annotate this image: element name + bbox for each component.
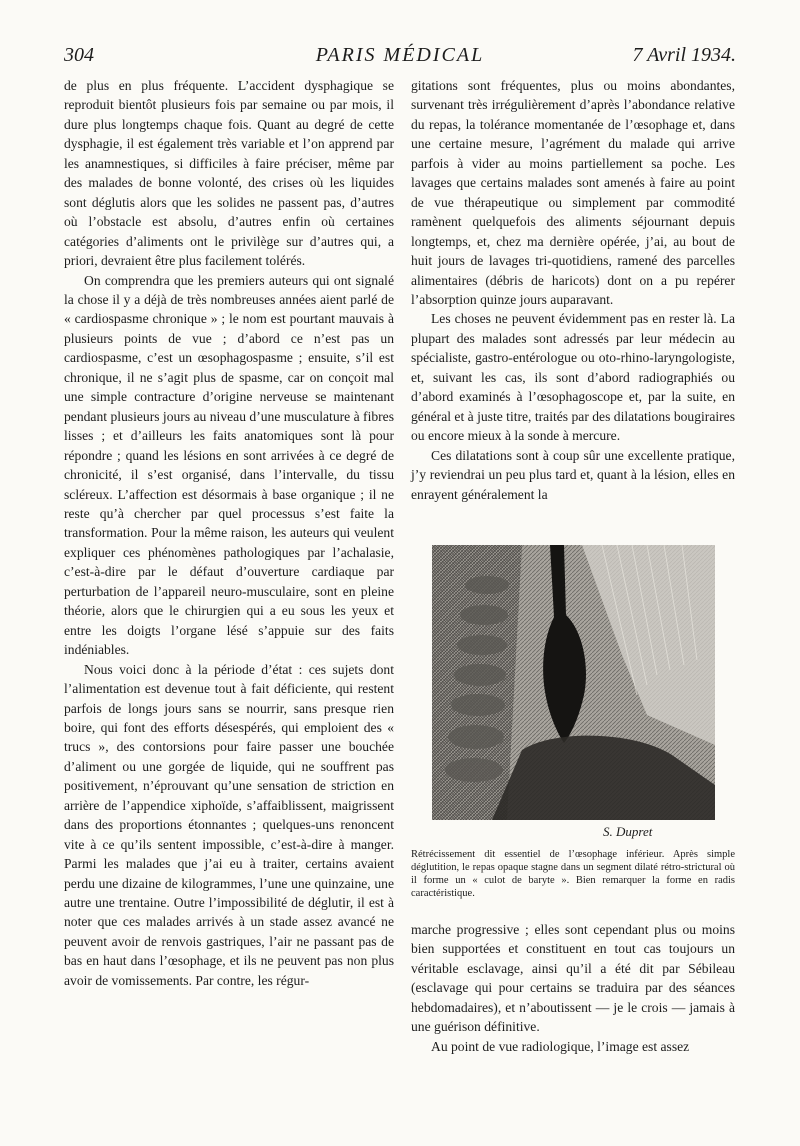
paragraph: gitations sont fréquentes, plus ou moins abondantes, survenant très irrégulièrement d’après l’abondance relative du repas, la tolérance momentanée de l’œsophage et, dans une certaine mesure, l’agrément du malade qui arrive parfois à vider au moins partiellement sa poche. Les lavages que certains malades sont amenés à faire au point de vue thérapeutique ou simplement par commodité ramènent quelquefois des aliments séjournant depuis longtemps, et, chez ma dernière opérée, j’ai, au bout de huit jours de lavages tri-quotidiens, ramené des parcelles alimentaires (débris de haricots) dont on a pu repérer l’absorption quinze jours auparavant. <box>411 78 735 307</box>
paragraph: Nous voici donc à la période d’état : ces sujets dont l’alimentation est devenue tout à fait déficiente, qui restent parfois de longs jours sans se nourrir, sans presque rien boire, qui font des efforts désespérés, qui emploient des « trucs », des contorsions pour faire passer une bouchée d’aliment ou une gorgée de liquide, qui ne souffrent pas positivement, n’éprouvant qu’une sensation de striction en arrière de l’appendice xiphoïde, s’affaiblissent, maigrissent dans des proportions étonnantes ; quelques-uns renoncent vite à ce qu’ils sentent impossible, c’est-à-dire à manger. Parmi les malades que j’ai eu à traiter, certains avaient perdu une dizaine de kilogrammes, l’une une quinzaine, une autre une trentaine. Outre l’impossibilité de déglutir, il est à noter que ces malades arrivés à un stade assez avancé ne peuvent avoir de renvois gastriques, l’air ne passant pas de bas en haut dans l’œsophage, et ils ne peuvent pas non plus avoir de vomissements. Par contre, les régur- <box>64 661 394 988</box>
issue-date: 7 Avril 1934. <box>632 44 736 66</box>
caption-text: Rétrécissement dit essentiel de l’œsophage inférieur. Après simple déglutition, le repas opaque stagne dans un segment dilaté rétro-strictural où il forme un « culot de baryte ». Bien remarquer la forme en radis caractéristique. <box>411 849 735 899</box>
page-number: 304 <box>64 44 94 66</box>
paragraph: de plus en plus fréquente. L’accident dysphagique se reproduit bientôt plusieurs fois par semaine ou par mois, il dure plus longtemps chaque fois. Quant au degré de cette dysphagie, il est également très variable et l’on apprend par les anamnestiques, si difficiles à faire préciser, même par des malades de bonne volonté, des crises où les liquides sont déglutis alors que les solides ne passent pas, d’autres où l’obstacle est absolu, d’autres enfin où certaines catégories d’aliments ont le privilège sur d’autres qui, a priori, devraient être plus facilement tolérés. <box>64 78 394 269</box>
page-header <box>64 44 736 68</box>
illustrator-signature: S. Dupret <box>603 824 653 839</box>
paragraph: marche progressive ; elles sont cependant plus ou moins bien supportées et constituent en tout cas toujours un véritable esclavage, ainsi qu’il a été dit par Sébileau (esclavage qui pour certains se traduira par des séances hebdomadaires), et n’aboutissent — je le crois — jamais à une guérison définitive. <box>411 922 735 1035</box>
radiograph-figure <box>432 545 715 820</box>
journal-title: PARIS MÉDICAL <box>315 44 485 66</box>
right-column-bottom <box>411 920 735 1056</box>
right-column-top <box>411 76 735 504</box>
figure-caption <box>411 848 735 900</box>
radiograph-illustration <box>432 545 715 820</box>
paragraph: Ces dilatations sont à coup sûr une excellente pratique, j’y reviendrai un peu plus tard et, quant à la lésion, elles en enrayent généralement la <box>411 447 735 502</box>
paragraph: Au point de vue radiologique, l’image est assez <box>431 1038 690 1054</box>
paragraph: On comprendra que les premiers auteurs qui ont signalé la chose il y a déjà de très nombreuses années aient parlé de « cardiospasme chronique » ; le nom est pourtant mauvais à plusieurs points de vue ; d’abord ce n’est pas un cardiospasme, c’est un œsophagospasme ; ensuite, s’il est chronique, il ne s’agit plus de spasme, car on conçoit mal une simple contracture d’origine nerveuse se maintenant pendant plusieurs jours au niveau d’une musculature à fibres lisses ; et d’ailleurs les faits anatomiques sont là pour répondre ; quand les lésions en sont arrivées à ce degré de chronicité, il s’est organisé, dans l’intervalle, du tissu scléreux. L’affection est désormais à base organique ; il ne reste qu’à chercher par quel processus s’est faite la transformation. Pour la même raison, les auteurs qui veulent expliquer ces phénomènes pathologiques par l’achalasie, c’est-à-dire par le défaut d’ouverture cardiaque par perturbation de l’appareil neuro-musculaire, sont en pleine théorie, alors que le chirurgien qui a eu sous les yeux et entre les doigts l’organe lésé s’appuie sur des faits indéniables. <box>64 272 394 658</box>
paragraph: Les choses ne peuvent évidemment pas en rester là. La plupart des malades sont adressés par leur médecin au spécialiste, gastro-entérologue ou oto-rhino-laryngologiste, et, suivant les cas, ils sont d’abord radiographiés ou d’abord examinés à l’œsophagoscope et, par la suite, en général et à juste titre, traités par des dilatations bougiraires ou encore mieux à la sonde à mercure. <box>411 311 735 444</box>
left-column <box>64 76 394 990</box>
